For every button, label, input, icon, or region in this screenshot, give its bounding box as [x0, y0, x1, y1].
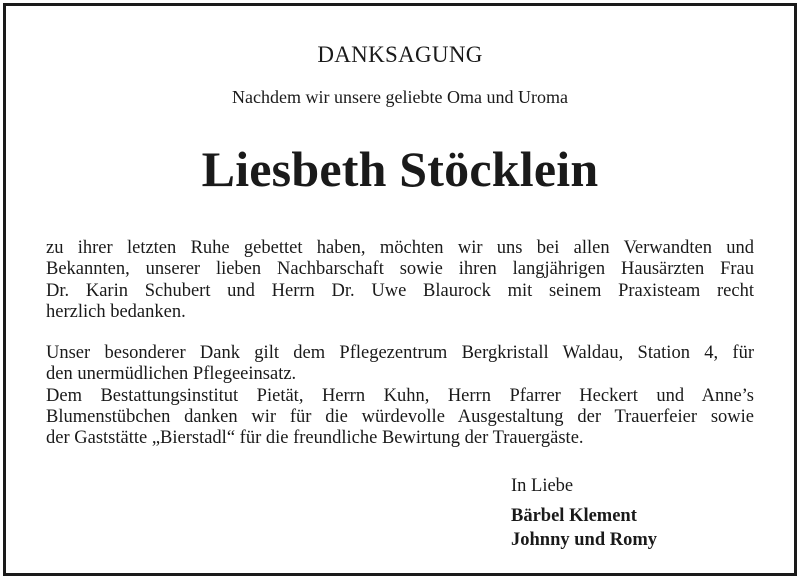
signer-name: Johnny und Romy: [511, 530, 658, 550]
closing-phrase: In Liebe: [511, 476, 574, 496]
text-line: zu ihrer letzten Ruhe gebettet haben, möchten wir uns bei allen Verwandten und: [46, 238, 754, 258]
text-line: Bekannten, unserer lieben Nachbarschaft sowie ihren langjährigen Hausärzten Frau: [46, 259, 754, 280]
deceased-name: Liesbeth Stöcklein: [201, 141, 599, 197]
thanks-paragraph-2: [46, 343, 754, 449]
text-line: Dem Bestattungsinstitut Pietät, Herrn Kuhn, Herrn Pfarrer Heckert und Anne’s: [46, 385, 754, 406]
text-line: Blumenstübchen danken wir für die würdevolle Ausgestaltung der Trauerfeier sowie: [46, 406, 754, 427]
text-line: herzlich bedanken.: [46, 301, 186, 322]
thanks-paragraph-1: [46, 238, 754, 323]
signature-block: [511, 474, 657, 552]
notice-heading: DANKSAGUNG: [317, 42, 483, 67]
text-line: der Gaststätte „Bierstadl“ für die freundliche Bewirtung der Trauergäste.: [46, 428, 584, 449]
intro-line: Nachdem wir unsere geliebte Oma und Uroma: [232, 87, 568, 107]
signer-name: Bärbel Klement: [511, 506, 637, 526]
text-line: Dr. Karin Schubert und Herrn Dr. Uwe Blaurock mit seinem Praxisteam recht: [46, 280, 754, 301]
text-line: Unser besonderer Dank gilt dem Pflegezentrum Bergkristall Waldau, Station 4, für: [46, 343, 754, 363]
text-line: den unermüdlichen Pflegeeinsatz.: [46, 364, 297, 385]
